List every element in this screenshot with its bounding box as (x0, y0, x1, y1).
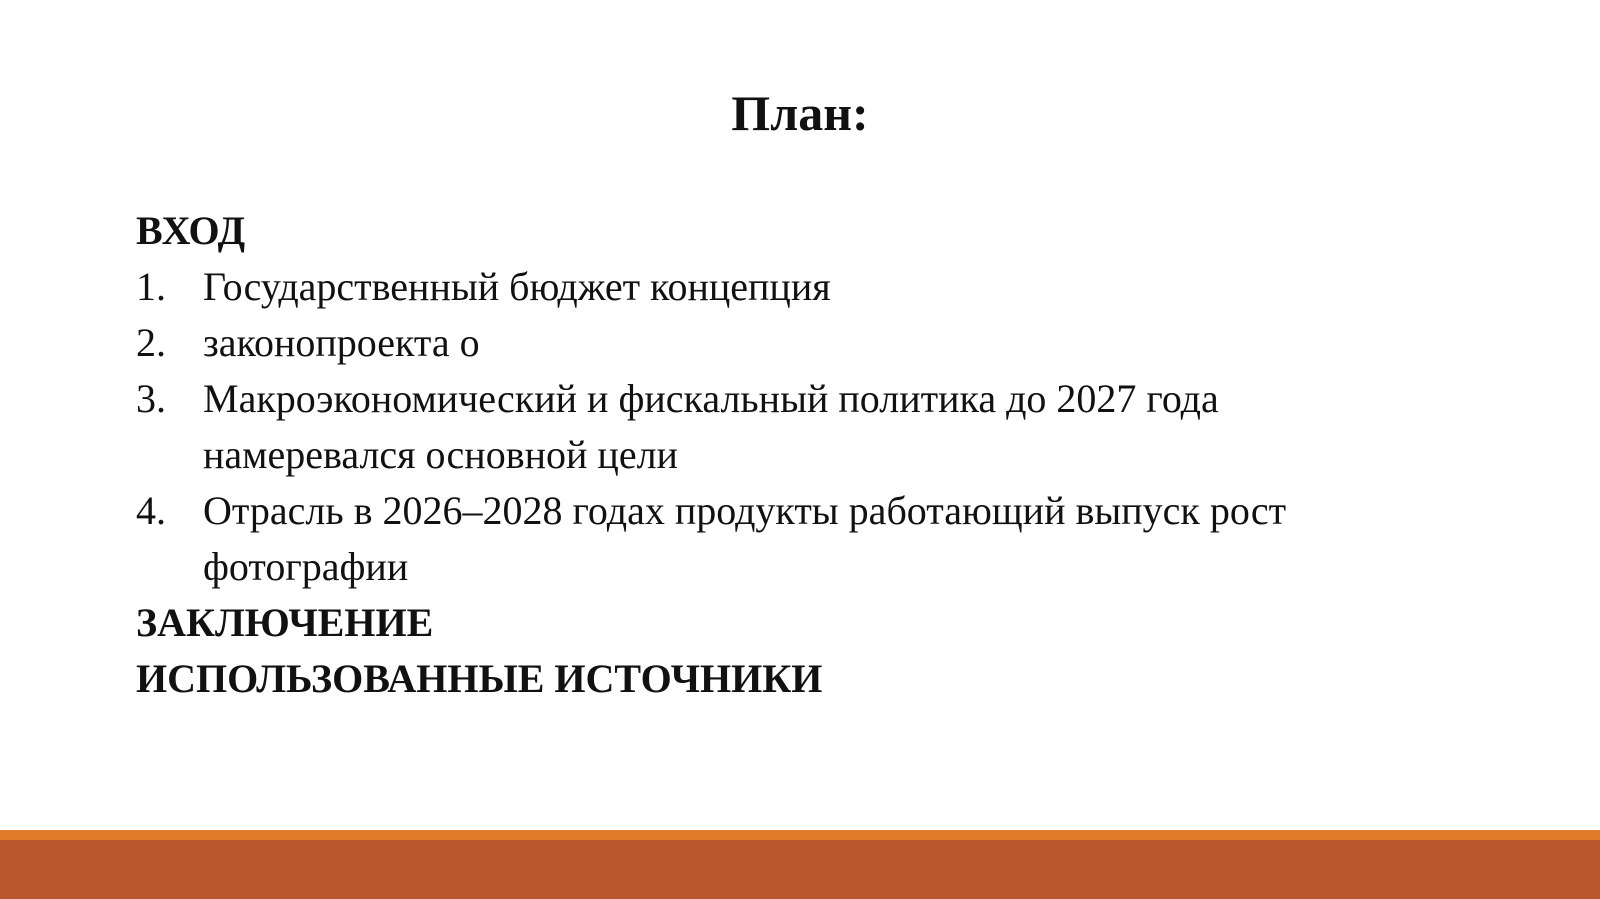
plan-item-number: 4. (136, 488, 166, 533)
plan-item-text: Государственный бюджет концепция (203, 264, 831, 309)
conclusion-heading: ЗАКЛЮЧЕНИЕ (136, 600, 434, 645)
plan-item-number: 3. (136, 376, 166, 421)
plan-item-1 (136, 259, 1436, 315)
plan-item-2 (136, 315, 1436, 371)
footer-band (0, 830, 1600, 899)
plan-item-number: 1. (136, 264, 166, 309)
footer-stripe (0, 830, 1600, 840)
intro-heading: ВХОД (136, 208, 246, 253)
plan-item-text: Макроэкономический и фискальный политика до 2027 года намеревался основной цели (203, 376, 1219, 477)
plan-item-text: законопроекта о (203, 320, 480, 365)
plan-list (136, 259, 1436, 595)
plan-content (136, 203, 1436, 707)
plan-item-text: Отрасль в 2026–2028 годах продукты работающий выпуск рост фотографии (203, 488, 1287, 589)
plan-item-3 (136, 371, 1436, 483)
plan-item-4 (136, 483, 1436, 595)
plan-item-number: 2. (136, 320, 166, 365)
sources-heading: ИСПОЛЬЗОВАННЫЕ ИСТОЧНИКИ (136, 656, 823, 701)
slide-title: План: (731, 85, 869, 141)
